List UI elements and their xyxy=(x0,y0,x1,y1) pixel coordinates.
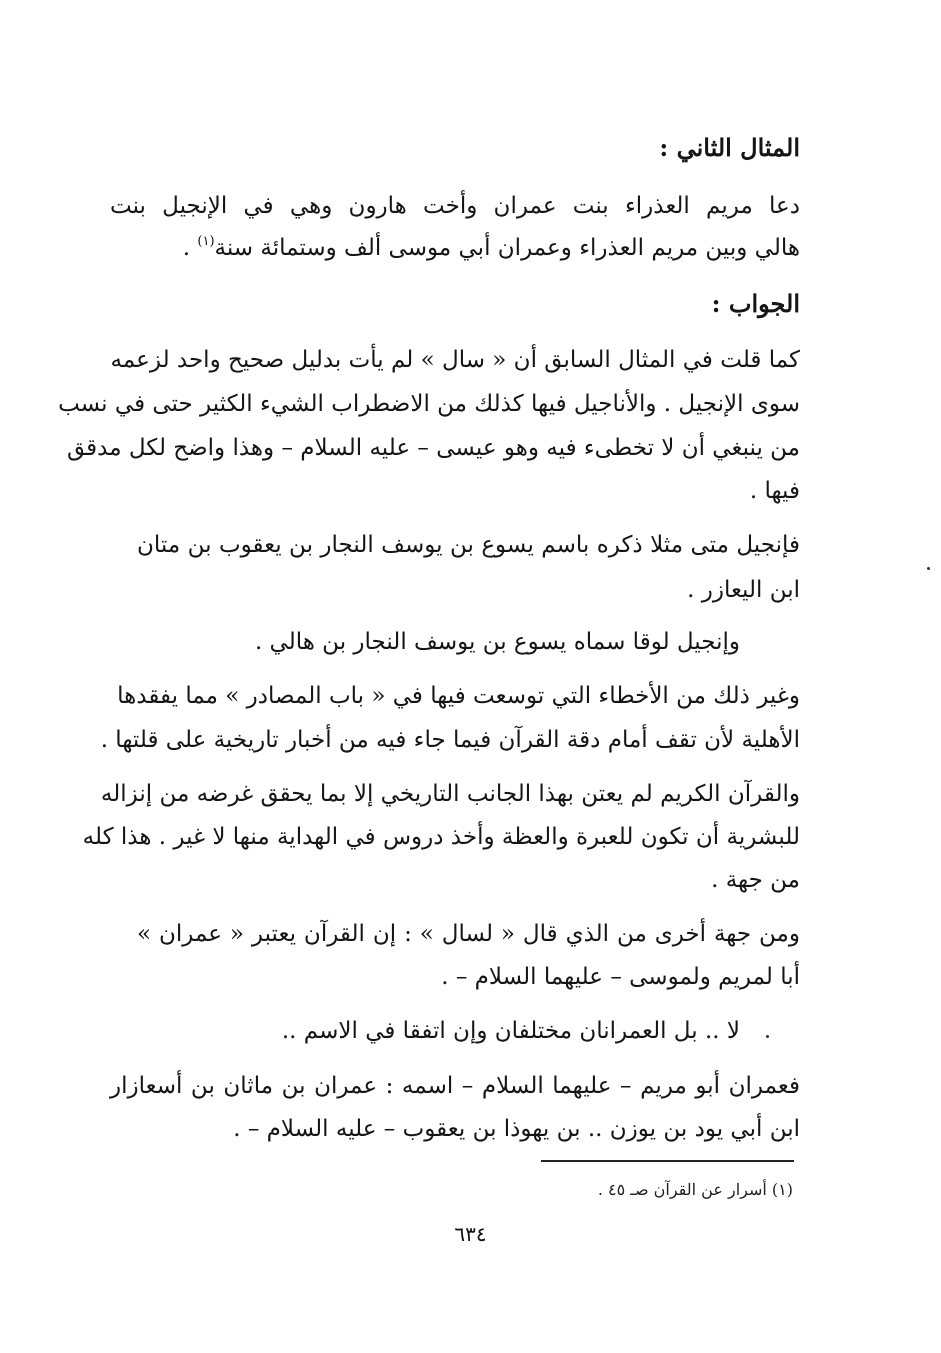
heading-second-example: المثال الثاني : xyxy=(659,133,800,162)
heading-answer: الجواب : xyxy=(711,289,800,318)
para7-line2: أبا لمريم ولموسى – عليهما السلام – . xyxy=(441,964,800,990)
para1-line2-end: . xyxy=(182,235,198,261)
scan-speck xyxy=(927,567,930,570)
para8-line1: لا .. بل العمرانان مختلفان وإن اتفقا في الاسم .. xyxy=(281,1018,740,1044)
para1-line2 xyxy=(183,228,800,268)
para6-line3: من جهة . xyxy=(711,867,800,893)
para9-line1: فعمران أبو مريم – عليهما السلام – اسمه : عمران بن ماثان بن أسعازار xyxy=(110,1073,800,1099)
para3-line1: فإنجيل متى مثلا ذكره باسم يسوع بن يوسف النجار بن يعقوب بن متان xyxy=(137,532,800,558)
para4-line1: وإنجيل لوقا سماه يسوع بن يوسف النجار بن هالي . xyxy=(254,629,740,655)
para5-line1: وغير ذلك من الأخطاء التي توسعت فيها في « باب المصادر » مما يفقدها xyxy=(117,683,800,709)
para1-line2-text: هالي وبين مريم العذراء وعمران أبي موسى ألف وستمائة سنة xyxy=(214,235,800,261)
footnote-ref[interactable]: (١) xyxy=(197,234,215,249)
para6-line1: والقرآن الكريم لم يعتن بهذا الجانب التاريخي إلا بما يحقق غرضه من إنزاله xyxy=(100,781,800,807)
para2-line1: كما قلت في المثال السابق أن « سال » لم يأت بدليل صحيح واحد لزعمه xyxy=(110,347,800,373)
para2-line3: من ينبغي أن لا تخطىء فيه وهو عيسى – عليه السلام – وهذا واضح لكل مدقق xyxy=(66,435,800,461)
para2-line2: سوى الإنجيل . والأناجيل فيها كذلك من الاضطراب الشيء الكثير حتى في نسب xyxy=(58,391,800,417)
footnote-divider xyxy=(541,1160,794,1162)
para9-line2: ابن أبي يود بن يوزن .. بن يهوذا بن يعقوب – عليه السلام – . xyxy=(233,1116,800,1142)
para7-line1: ومن جهة أخرى من الذي قال « لسال » : إن القرآن يعتبر « عمران » xyxy=(137,921,800,947)
para3-line2: ابن اليعازر . xyxy=(687,577,800,603)
page-number: ٦٣٤ xyxy=(454,1222,487,1246)
para2-line4: فيها . xyxy=(749,478,800,504)
footnote: (١) أسرار عن القرآن صـ ٤٥ . xyxy=(597,1180,793,1199)
scan-speck xyxy=(766,1035,769,1038)
para1-line1: دعا مريم العذراء بنت عمران وأخت هارون وهي في الإنجيل بنت xyxy=(110,193,800,219)
para6-line2: للبشرية أن تكون للعبرة والعظة وأخذ دروس في الهداية منها لا غير . هذا كله xyxy=(82,824,800,850)
para5-line2: الأهلية لأن تقف أمام دقة القرآن فيما جاء فيه من أخبار تاريخية على قلتها . xyxy=(100,727,800,753)
